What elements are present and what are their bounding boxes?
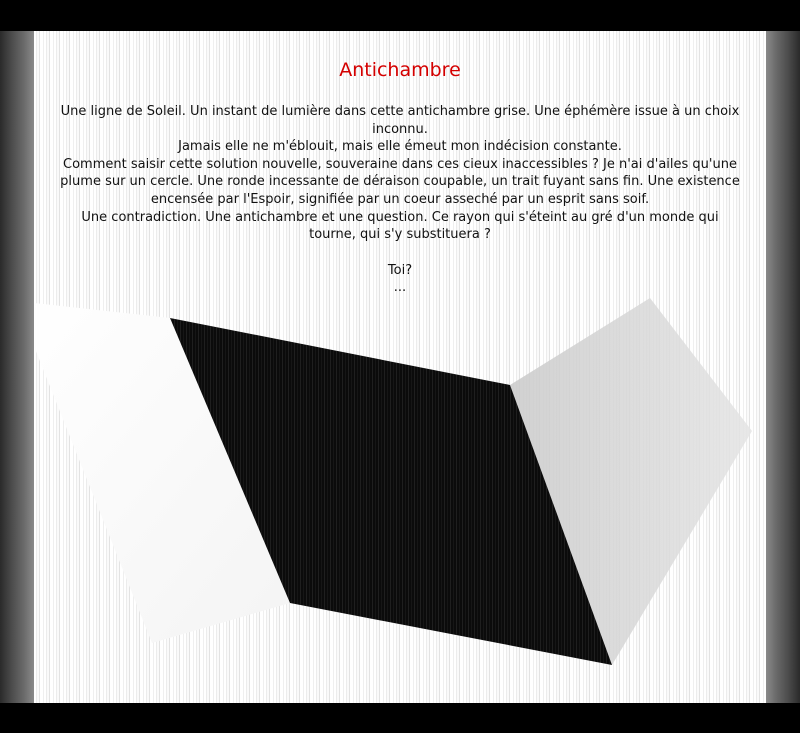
poem-line-4: Une contradiction. Une antichambre et une question. Ce rayon qui s'éteint au gré d'un monde qui tourne, qui s'y substituera ? — [81, 209, 719, 243]
poem-line-3: Comment saisir cette solution nouvelle, souveraine dans ces cieux inaccessibles ? Je n'ai d'ailes qu'une plume sur un cercle. Une ronde incessante de déraison coupable, un trait fuyant sans fin. Une existence encensée par l'Espoir, signifiée par un coeur asseché par un esprit sans soif. — [60, 156, 740, 207]
page-title: Antichambre — [339, 59, 461, 81]
content-panel — [34, 31, 766, 703]
closing-question: Toi? — [387, 262, 413, 278]
left-border — [0, 31, 34, 703]
spacer — [60, 244, 740, 262]
ellipsis: ... — [393, 280, 407, 296]
poem-line-2: Jamais elle ne m'éblouit, mais elle émeut mon indécision constante. — [178, 139, 622, 155]
poem-text-block — [60, 57, 740, 297]
poem-line-1: Une ligne de Soleil. Un instant de lumière dans cette antichambre grise. Une éphémère issue à un choix inconnu. — [60, 104, 740, 137]
right-border — [766, 31, 800, 703]
